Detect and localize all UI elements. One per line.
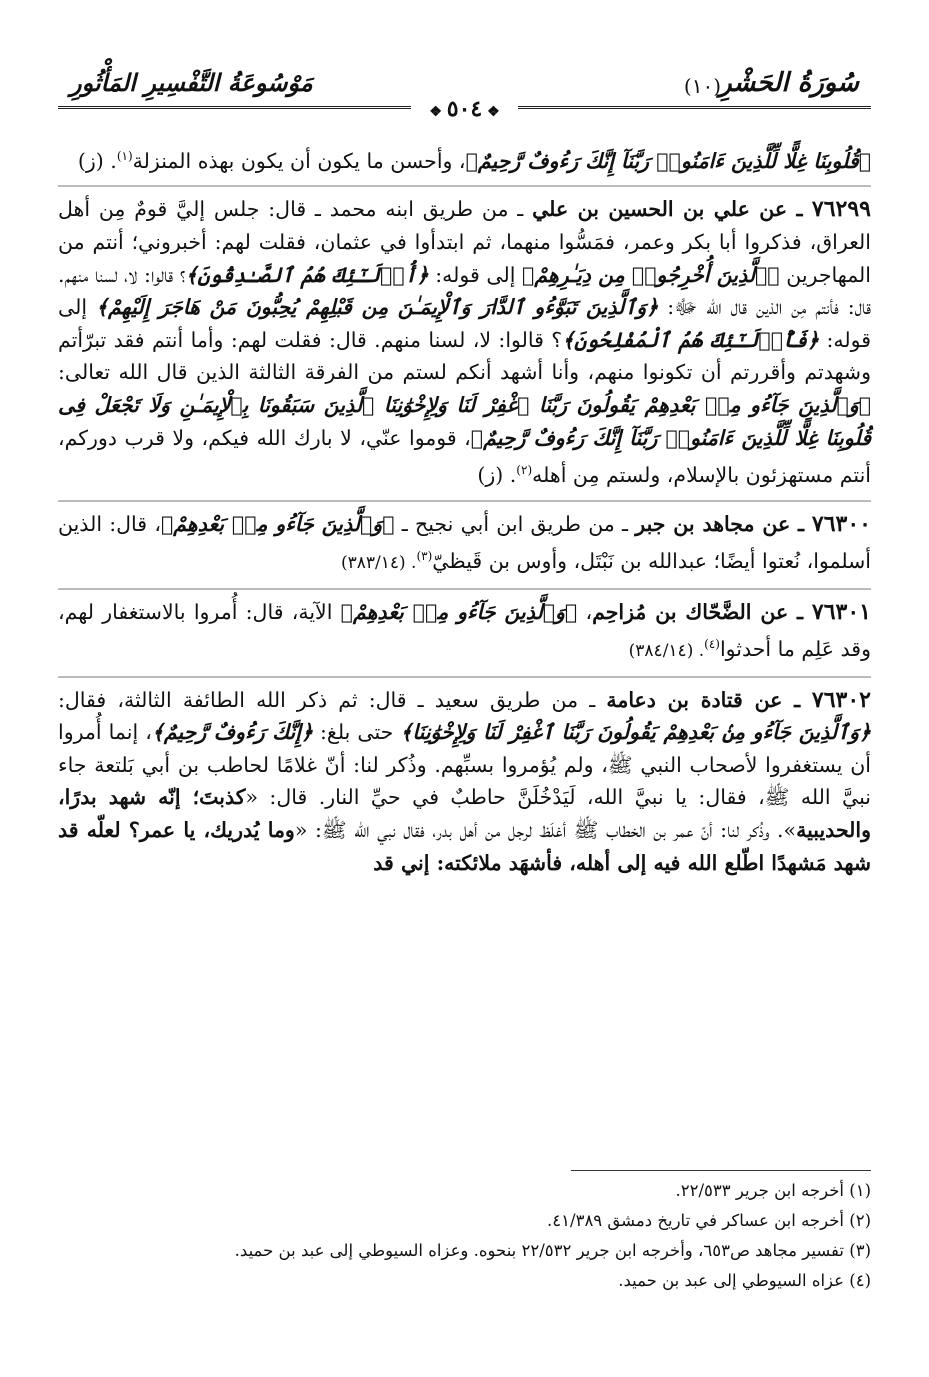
narration-text: ؟ قالوا: لا، لسنا منهم. قال: فقلت لهم: وأما أنتم فقد تبرّأتم وشهدتم وأقررتم أن تكونوا منهم، وأنا أشهد أنكم لستم من الفرقة الثالثة الذين قال الله تعالى: bbox=[58, 327, 871, 385]
page-number-value: ٥٠٤ bbox=[446, 96, 483, 122]
narration-text: ؟ قالوا: لا، لسنا منهم. قال: فأنتم مِن الذين قال الله ﷻ: bbox=[58, 262, 872, 320]
volume-reference: . (٣٨٤/١٤) bbox=[628, 641, 705, 662]
narration-text: إلى قوله: bbox=[58, 295, 871, 352]
narration-text: ، إنما أُمروا أن يستغفروا لأصحاب النبي ﷺ، ولم يُؤمروا بسبِّهم. وذُكر لنا: أنّ غلامًا لحاطب بن أبي بَلتعة جاء نبيَّ الله ﷺ، فقال: يا نبيَّ الله، لَيَدْخُلَنَّ حاطبٌ في حيِّ النار. قال: « bbox=[58, 720, 871, 810]
footnote-rule bbox=[571, 1170, 871, 1171]
commentary-text: ، وأحسن ما يكون أن يكون بهذه المنزلة bbox=[132, 148, 466, 173]
quran-verse: ﴿وَٱلَّذِينَ جَآءُو مِنۢ بَعْدِهِمْ يَقُولُونَ رَبَّنَا ٱغْفِرْ لَنَا وَلِإِخْوَٰنِنَا ٱلَّذِينَ سَبَقُونَا بِٱلْإِيمَـٰنِ وَلَا تَجْعَلْ فِى قُلُوبِنَا غِلًّا لِّلَّذِينَ ءَامَنُوا۟ رَبَّنَآ إِنَّكَ رَءُوفٌ رَّحِيمٌ﴾ bbox=[58, 392, 871, 450]
narrator: ـ عن علي بن الحسين بن علي bbox=[532, 197, 812, 222]
narration-text: إلى قوله: bbox=[428, 262, 523, 287]
footnote: (٤) عزاه السيوطي إلى عبد بن حميد. bbox=[618, 1271, 871, 1290]
narration-text: ـ من طريق ابن أبي نجيح ـ bbox=[394, 511, 636, 536]
quran-verse: ﴿وَٱلَّذِينَ جَآءُو مِنۢ بَعْدِهِمْ﴾ bbox=[340, 599, 578, 624]
series-title: مَوْسُوعَةُ التَّفْسِيرِ المَأْثُورِ bbox=[70, 68, 313, 97]
hadith-text: وما يُدريك، يا عمر؟ لعلّه قد شهد مَشهدًا اطّلع الله فيه إلى أهله، فأشهَد ملائكته: إني قد bbox=[58, 818, 871, 875]
quran-verse: ﴿وَٱلَّذِينَ تَبَوَّءُو ٱلدَّارَ وَٱلْإِيمَـٰنَ مِن قَبْلِهِمْ يُحِبُّونَ مَنْ هَاجَرَ إِلَيْهِمْ﴾ bbox=[96, 295, 659, 320]
quran-verse: ﴿أُو۟لَـٰٓئِكَ هُمُ ٱلصَّـٰدِقُونَ﴾ bbox=[185, 262, 429, 287]
narration-text: ـ من طريق سعيد ـ قال: ثم ذكر الله الطائفة الثالثة، فقال: bbox=[58, 687, 607, 712]
narration-text: حتى بلغ: bbox=[312, 720, 401, 745]
narration-76299 bbox=[58, 193, 871, 491]
narration-text: الآية، قال: أُمروا بالاستغفار لهم، وقد عَلِم ما أحدثوا bbox=[58, 599, 871, 662]
section-divider bbox=[58, 185, 871, 187]
main-text bbox=[58, 140, 871, 885]
paragraph-continuation bbox=[58, 140, 871, 177]
quran-verse: ﴿إِنَّكَ رَءُوفٌ رَّحِيمٌ﴾ bbox=[151, 720, 313, 745]
quran-verse: ﴿فَأُو۟لَـٰٓئِكَ هُمُ ٱلْمُفْلِحُونَ﴾ bbox=[562, 327, 820, 352]
narrator: ـ عن مجاهد بن جبر bbox=[635, 511, 812, 536]
quran-verse: ﴿وَٱلَّذِينَ جَآءُو مِنۢ بَعْدِهِمْ﴾ bbox=[160, 511, 395, 536]
narration-number: ٧٦٣٠٠ bbox=[811, 510, 871, 537]
footnote-marker: (٢) bbox=[516, 463, 533, 478]
ornament-icon: ❖ bbox=[482, 104, 500, 120]
footnote-marker: (٣) bbox=[416, 549, 433, 564]
footnote-marker: (١) bbox=[116, 149, 133, 163]
narration-number: ٧٦٣٠١ bbox=[811, 598, 871, 625]
narration-76300 bbox=[58, 508, 871, 580]
quran-verse: ﴿قُلُوبِنَا غِلًّا لِّلَّذِينَ ءَامَنُوا۟ رَبَّنَآ إِنَّكَ رَءُوفٌ رَّحِيمٌ﴾ bbox=[465, 148, 871, 173]
narration-text: ، قوموا عنّي، لا بارك الله فيكم، ولا قرب دوركم، أنتم مستهزئون بالإسلام، ولستم مِن أهله bbox=[58, 425, 871, 487]
narration-76302 bbox=[58, 684, 871, 880]
narration-text: ». وذُكر لنا: أنّ عمر بن الخطاب ﷺ أغلَظ لرجل من أهل بدر، فقال نبي الله ﷺ: « bbox=[294, 818, 797, 842]
quran-verse: ﴿وَٱلَّذِينَ جَآءُو مِنۢ بَعْدِهِمْ يَقُولُونَ رَبَّنَا ٱغْفِرْ لَنَا وَلِإِخْوَٰنِنَا﴾ bbox=[400, 720, 871, 745]
narrator: ـ عن قتادة بن دعامة bbox=[606, 687, 812, 712]
quran-verse: ﴿ٱلَّذِينَ أُخْرِجُوا۟ مِن دِيَـٰرِهِمْ﴾ bbox=[522, 262, 780, 287]
narration-text: ، قال: الذين أسلموا، نُعتوا أيضًا؛ عبدالله بن نَبْتَل، وأوس بن قَيظيّ bbox=[58, 511, 871, 574]
section-divider bbox=[58, 676, 871, 678]
section-divider bbox=[58, 500, 871, 502]
narration-number: ٧٦٢٩٩ bbox=[811, 196, 871, 223]
surah-title: سُورَةُ الحَشْرِ bbox=[719, 68, 859, 98]
ornament-icon: ❖ bbox=[429, 104, 447, 120]
narration-text: ـ من طريق ابنه محمد ـ قال: جلس إليَّ قومٌ مِن أهل العراق، فذكروا أبا بكر وعمر، فمَسُّوا منهما، ثم ابتدأوا في عثمان، فقلت لهم: أخبروني؛ أنتم من المهاجرين bbox=[58, 197, 871, 287]
footnote: (٢) أخرجه ابن عساكر في تاريخ دمشق ٤١/٣٨٩. bbox=[547, 1211, 871, 1230]
source-code: . (ز) bbox=[77, 148, 117, 173]
narration-76301 bbox=[58, 596, 871, 668]
volume-reference: . (٣٨٣/١٤) bbox=[340, 553, 417, 574]
section-divider bbox=[58, 588, 871, 590]
hadith-text: كذبتَ؛ إنّه شهد بدرًا، والحديبية bbox=[58, 785, 872, 842]
source-code: . (ز) bbox=[477, 463, 517, 487]
footnote: (٣) تفسير مجاهد ص٦٥٣، وأخرجه ابن جرير ٢٢/٥٣٢ بنحوه. وعزاه السيوطي إلى عبد بن حميد. bbox=[234, 1241, 871, 1260]
footnotes bbox=[58, 1176, 871, 1296]
footnote: (١) أخرجه ابن جرير ٢٢/٥٣٣. bbox=[675, 1181, 871, 1200]
page-number bbox=[411, 96, 517, 122]
surah-number: (١٠) bbox=[683, 74, 721, 98]
footnote-marker: (٤) bbox=[704, 637, 720, 652]
narration-number: ٧٦٣٠٢ bbox=[811, 686, 871, 713]
narrator: ـ عن الضَّحّاك بن مُزاحِم bbox=[592, 599, 812, 624]
page-header bbox=[58, 62, 871, 122]
narration-text: ، bbox=[577, 599, 593, 624]
